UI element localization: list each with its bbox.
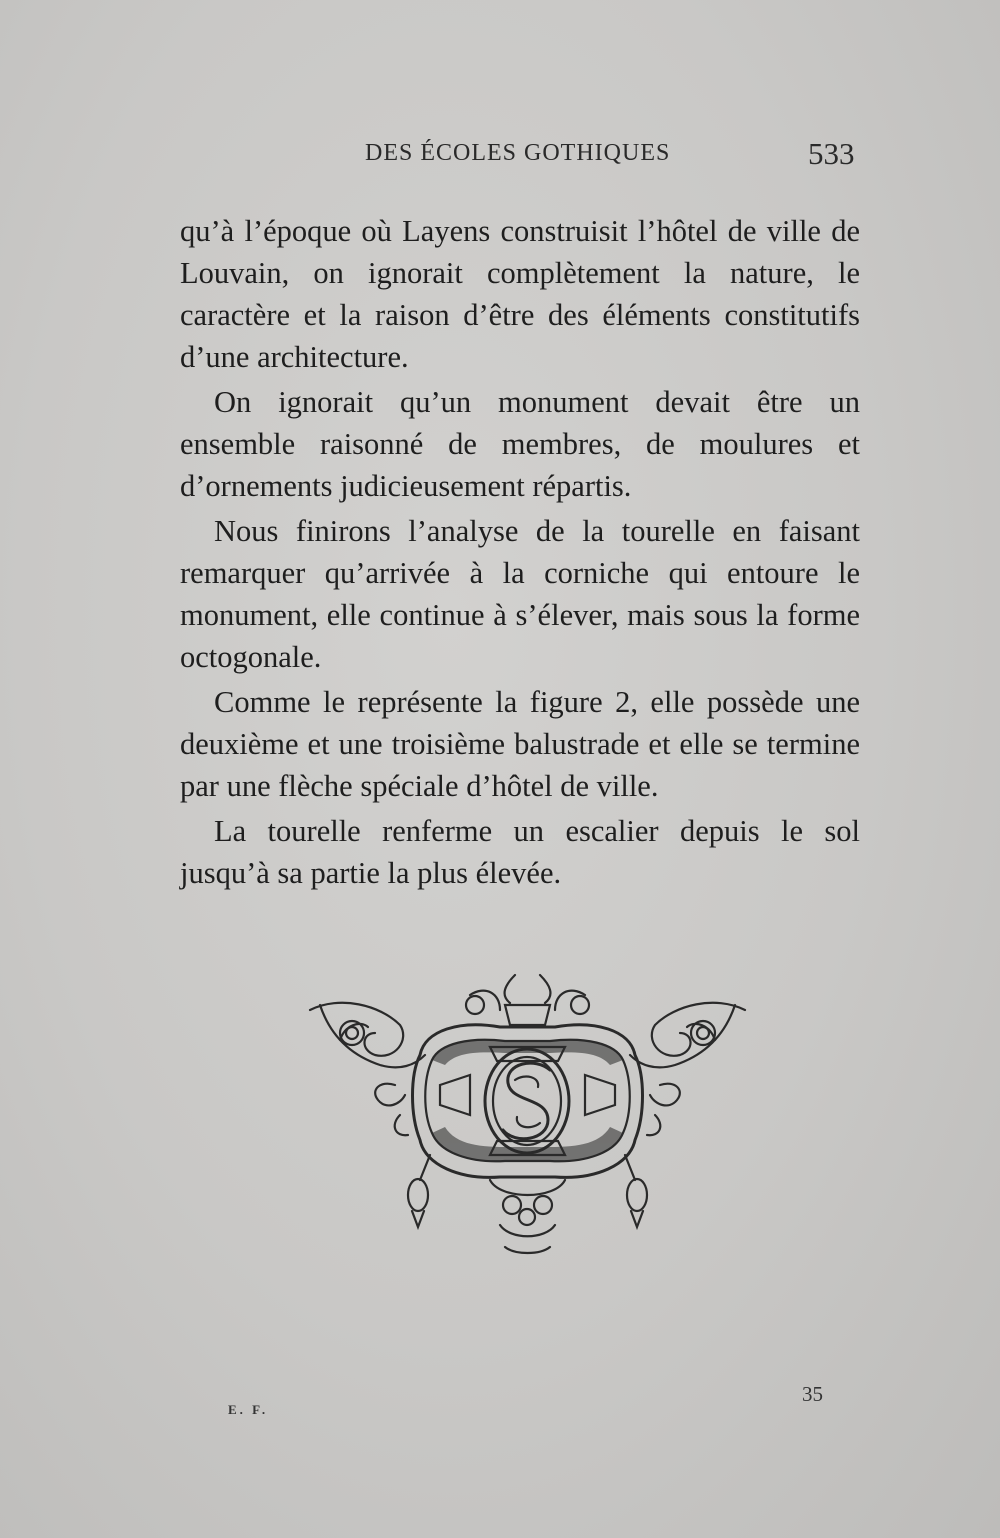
paragraph: On ignorait qu’un monument devait être un ensemble raisonné de membres, de moulures et d’ornements judicieusement répartis. [180,385,860,503]
paragraph: Nous finirons l’analyse de la tourelle en faisant remarquer qu’arrivée à la corniche qui entoure le monument, elle continue à s’élever, mais sous la forme octogonale. [180,514,860,674]
signature-mark: E. F. [228,1402,269,1417]
page-number: 533 [808,136,855,171]
body-text [180,210,860,897]
paragraph: La tourelle renferme un escalier depuis le sol jusqu’à sa partie la plus élevée. [180,814,860,890]
cartouche-ornament-icon [300,965,755,1260]
paragraph: Comme le représente la figure 2, elle possède une deuxième et une troisième balustrade et elle se termine par une flèche spéciale d’hôtel de ville. [180,685,860,803]
paragraph: qu’à l’époque où Layens construisit l’hôtel de ville de Louvain, on ignorait complètement la nature, le caractère et la raison d’être des éléments constitutifs d’une architecture. [180,214,860,374]
running-title: DES ÉCOLES GOTHIQUES [365,140,671,166]
sheet-number: 35 [802,1382,823,1406]
